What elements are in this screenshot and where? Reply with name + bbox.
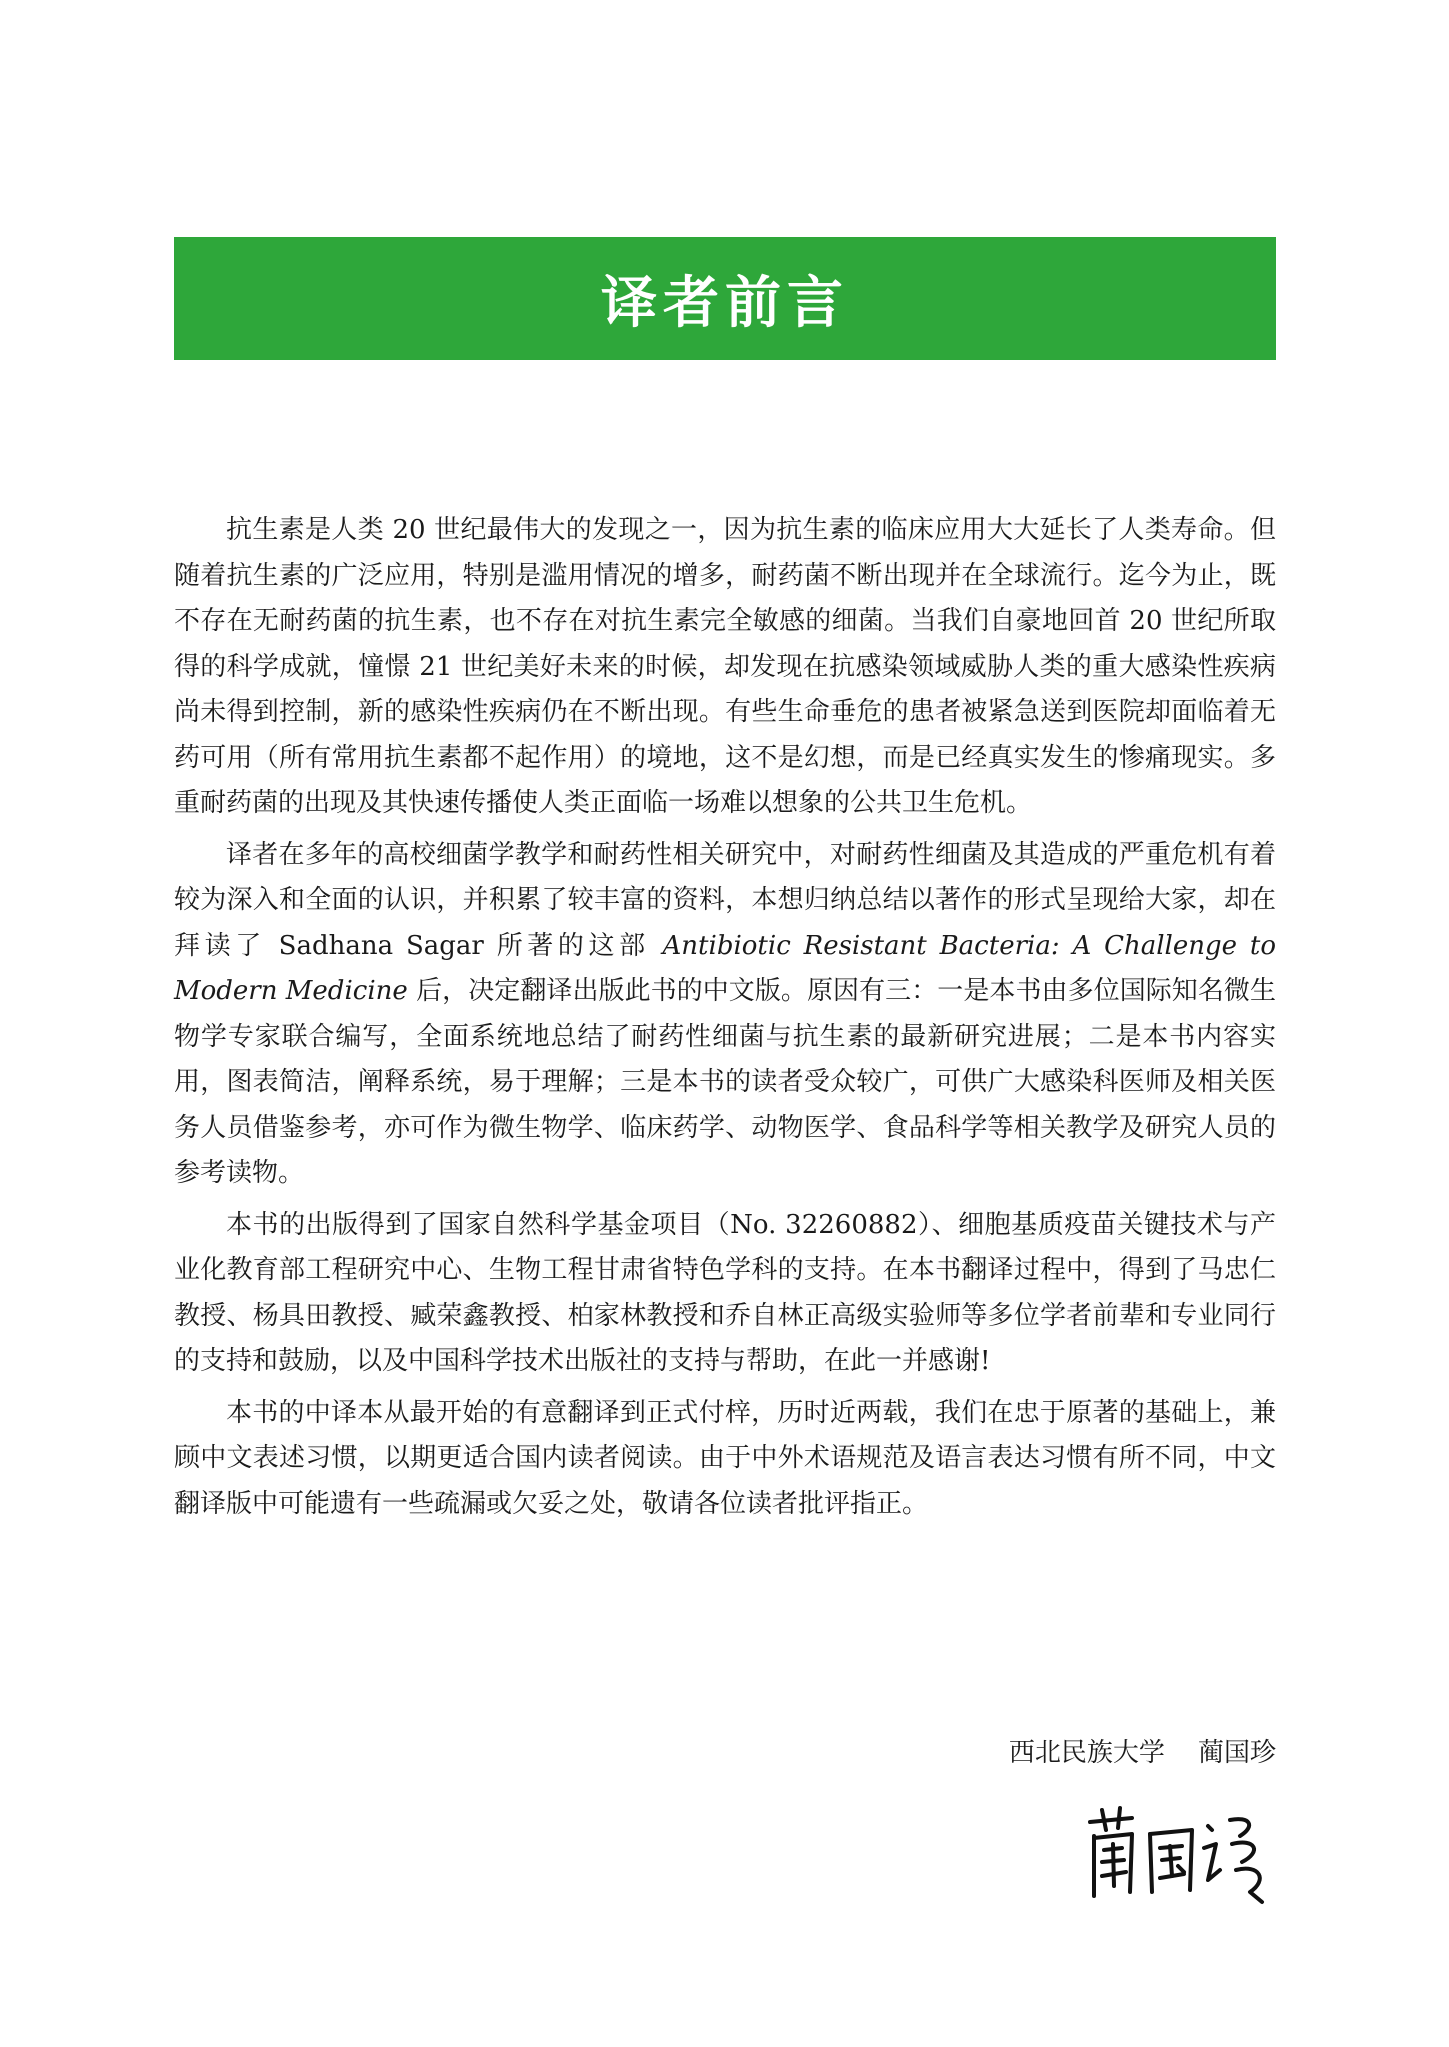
signature-name: 蔺国珍 <box>1197 1738 1276 1768</box>
page-title: 译者前言 <box>601 270 849 336</box>
paragraph-4: 本书的中译本从最开始的有意翻译到正式付梓，历时近两载，我们在忠于原著的基础上，兼顾中文表述习惯，以期更适合国内读者阅读。由于中外术语规范及语言表达习惯有所不同，中文翻译版中可能遗有一些疏漏或欠妥之处，敬请各位读者批评指正。 <box>174 1397 1276 1519</box>
paragraph-2-part-1: 译者在多年的高校细菌学教学和耐药性相关研究中，对耐药性细菌及其造成的严重危机有着较为深入和全面的认识，并积累了较丰富的资料，本想归纳总结以著作的形式呈现给大家，却在拜读了 Sadhana Sagar 所著的这部 <box>174 839 1276 961</box>
book-title: Antibiotic Resistant Bacteria: A Challenge to Modern Medicine <box>174 930 1276 1006</box>
preface-body <box>174 508 1276 1533</box>
handwritten-signature <box>1080 1800 1280 1910</box>
paragraph-3: 本书的出版得到了国家自然科学基金项目（No. 32260882）、细胞基质疫苗关键技术与产业化教育部工程研究中心、生物工程甘肃省特色学科的支持。在本书翻译过程中，得到了马忠仁教授、杨具田教授、臧荣鑫教授、柏家林教授和乔自林正高级实验师等多位学者前辈和专业同行的支持和鼓励，以及中国科学技术出版社的支持与帮助，在此一并感谢! <box>174 1209 1276 1376</box>
paragraph-2-part-2: 后，决定翻译出版此书的中文版。原因有三：一是本书由多位国际知名微生物学专家联合编写，全面系统地总结了耐药性细菌与抗生素的最新研究进展；二是本书内容实用，图表简洁，阐释系统，易于理解；三是本书的读者受众较广，可供广大感染科医师及相关医务人员借鉴参考，亦可作为微生物学、临床药学、动物医学、食品科学等相关教学及研究人员的参考读物。 <box>174 976 1276 1188</box>
paragraph-2 <box>174 833 1276 1197</box>
title-banner <box>174 237 1276 360</box>
paragraph-1: 抗生素是人类 20 世纪最伟大的发现之一，因为抗生素的临床应用大大延长了人类寿命。但随着抗生素的广泛应用，特别是滥用情况的增多，耐药菌不断出现并在全球流行。迄今为止，既不存在无耐药菌的抗生素，也不存在对抗生素完全敏感的细菌。当我们自豪地回首 20 世纪所取得的科学成就，憧憬 21 世纪美好未来的时候，却发现在抗感染领域威胁人类的重大感染性疾病尚未得到控制，新的感染性疾病仍在不断出现。有些生命垂危的患者被紧急送到医院却面临着无药可用（所有常用抗生素都不起作用）的境地，这不是幻想，而是已经真实发生的惨痛现实。多重耐药菌的出现及其快速传播使人类正面临一场难以想象的公共卫生危机。 <box>174 515 1276 818</box>
signature-line <box>1009 1733 1276 1773</box>
signature-institution: 西北民族大学 <box>1008 1738 1165 1768</box>
